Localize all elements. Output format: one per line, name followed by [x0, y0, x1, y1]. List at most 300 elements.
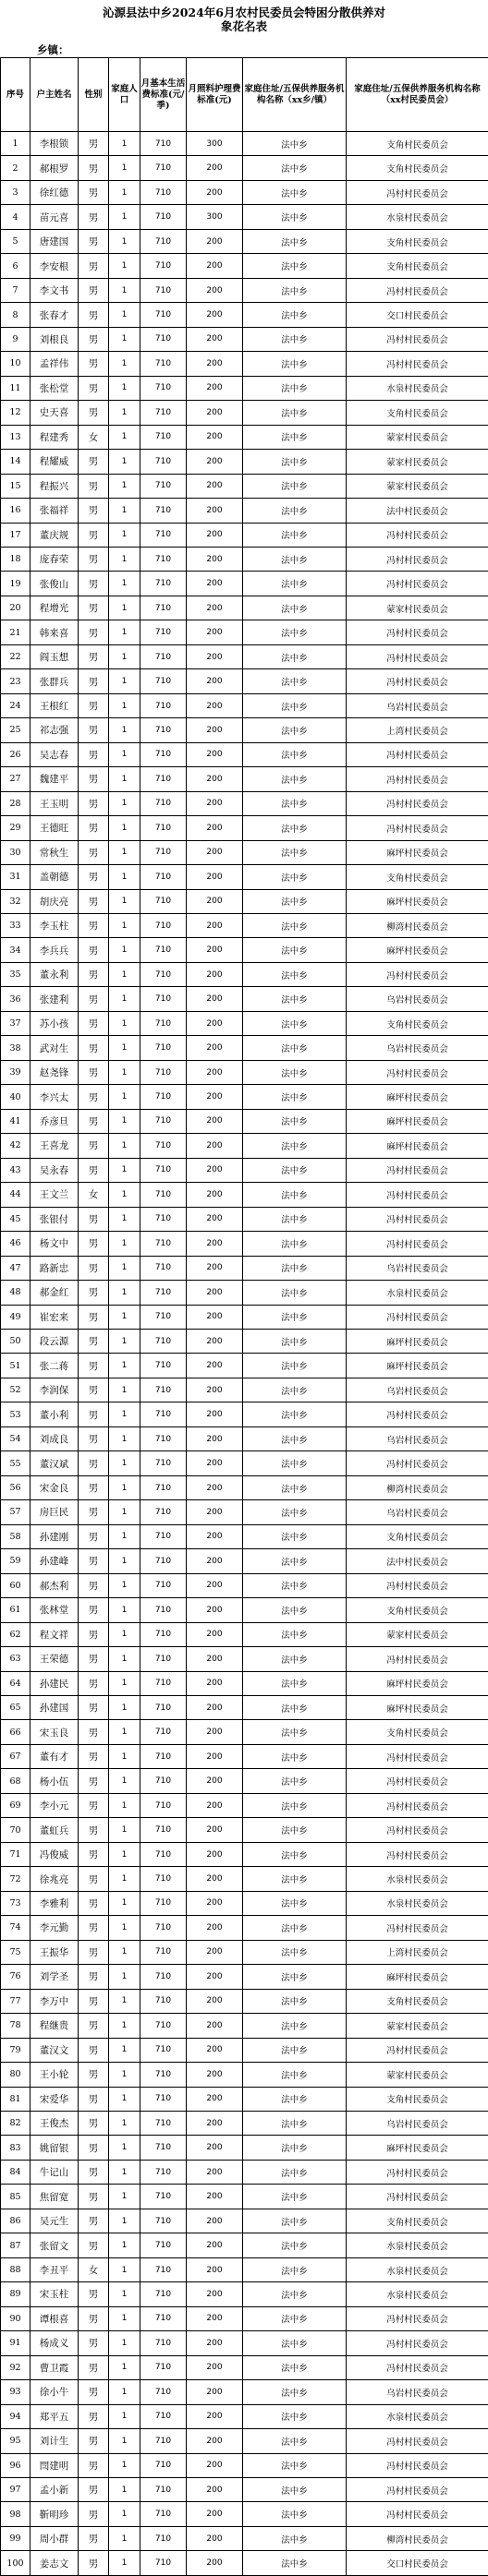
cell-no: 27 — [1, 767, 30, 791]
cell-household: 1 — [109, 644, 140, 668]
cell-no: 46 — [1, 1232, 30, 1256]
cell-gender: 男 — [79, 1109, 109, 1133]
cell-address: 法中乡 — [243, 327, 347, 351]
cell-name: 张留文 — [30, 2233, 79, 2257]
cell-org: 冯村村民委员会 — [347, 620, 488, 644]
cell-subsidy: 710 — [140, 865, 187, 889]
table-row — [1, 2282, 488, 2306]
cell-org: 冯村村民委员会 — [347, 1207, 488, 1231]
cell-org: 冯村村民委员会 — [347, 523, 488, 547]
cell-no: 50 — [1, 1329, 30, 1353]
table-row — [1, 791, 488, 815]
cell-name: 李丑平 — [30, 2257, 79, 2281]
cell-subsidy: 710 — [140, 2136, 187, 2160]
cell-org: 柳湾村民委员会 — [347, 1475, 488, 1499]
cell-household: 1 — [109, 2502, 140, 2526]
cell-household: 1 — [109, 767, 140, 791]
cell-household: 1 — [109, 450, 140, 474]
cell-address: 法中乡 — [243, 620, 347, 644]
cell-gender: 男 — [79, 1329, 109, 1353]
cell-name: 庞春荣 — [30, 547, 79, 571]
cell-household: 1 — [109, 2063, 140, 2087]
cell-org: 支角村民委员会 — [347, 1720, 488, 1744]
cell-org: 支角村民委员会 — [347, 229, 488, 253]
cell-no: 86 — [1, 2209, 30, 2233]
cell-gender: 男 — [79, 644, 109, 668]
cell-no: 60 — [1, 1573, 30, 1597]
cell-subsidy: 710 — [140, 1916, 187, 1940]
cell-no: 53 — [1, 1402, 30, 1426]
cell-household: 1 — [109, 523, 140, 547]
cell-address: 法中乡 — [243, 596, 347, 620]
cell-no: 35 — [1, 962, 30, 986]
table-row — [1, 1060, 488, 1084]
table-row — [1, 1158, 488, 1182]
cell-gender: 男 — [79, 962, 109, 986]
header-row — [1, 58, 488, 132]
cell-household: 1 — [109, 1671, 140, 1695]
cell-no: 49 — [1, 1305, 30, 1329]
cell-address: 法中乡 — [243, 2355, 347, 2379]
cell-address: 法中乡 — [243, 1281, 347, 1305]
cell-address: 法中乡 — [243, 1940, 347, 1964]
table-row — [1, 767, 488, 791]
cell-address: 法中乡 — [243, 205, 347, 229]
cell-subsidy: 710 — [140, 620, 187, 644]
cell-name: 王根红 — [30, 693, 79, 717]
cell-name: 郝杰利 — [30, 1573, 79, 1597]
cell-gender: 男 — [79, 2331, 109, 2355]
cell-household: 1 — [109, 693, 140, 717]
cell-address: 法中乡 — [243, 2404, 347, 2428]
cell-name: 谭根喜 — [30, 2306, 79, 2330]
cell-no: 9 — [1, 327, 30, 351]
cell-household: 1 — [109, 156, 140, 180]
cell-care: 200 — [187, 1647, 243, 1671]
cell-name: 王小轮 — [30, 2063, 79, 2087]
cell-name: 魏建平 — [30, 767, 79, 791]
cell-gender: 男 — [79, 1989, 109, 2013]
cell-subsidy: 710 — [140, 1232, 187, 1256]
cell-household: 1 — [109, 2233, 140, 2257]
table-row — [1, 1744, 488, 1768]
cell-care: 200 — [187, 791, 243, 815]
cell-household: 1 — [109, 1134, 140, 1158]
cell-subsidy: 710 — [140, 1842, 187, 1866]
cell-care: 200 — [187, 1256, 243, 1280]
cell-name: 郑平五 — [30, 2404, 79, 2428]
cell-address: 法中乡 — [243, 1500, 347, 1524]
cell-address: 法中乡 — [243, 2209, 347, 2233]
cell-org: 冯村村民委员会 — [347, 2355, 488, 2379]
cell-subsidy: 710 — [140, 1036, 187, 1060]
cell-subsidy: 710 — [140, 352, 187, 376]
cell-care: 200 — [187, 2209, 243, 2233]
cell-care: 200 — [187, 2038, 243, 2062]
cell-gender: 男 — [79, 1036, 109, 1060]
cell-address: 法中乡 — [243, 816, 347, 840]
cell-gender: 男 — [79, 2233, 109, 2257]
cell-address: 法中乡 — [243, 2380, 347, 2404]
cell-name: 徐小牛 — [30, 2380, 79, 2404]
cell-gender: 男 — [79, 2453, 109, 2477]
cell-no: 98 — [1, 2502, 30, 2526]
table-row — [1, 156, 488, 180]
cell-gender: 男 — [79, 767, 109, 791]
cell-gender: 男 — [79, 1524, 109, 1548]
cell-household: 1 — [109, 425, 140, 449]
cell-gender: 男 — [79, 865, 109, 889]
cell-gender: 男 — [79, 1011, 109, 1035]
cell-gender: 女 — [79, 425, 109, 449]
cell-org: 麻坪村民委员会 — [347, 1329, 488, 1353]
table-row — [1, 718, 488, 742]
cell-address: 法中乡 — [243, 914, 347, 938]
cell-org: 乌岩村民委员会 — [347, 1378, 488, 1402]
cell-care: 200 — [187, 718, 243, 742]
cell-household: 1 — [109, 1475, 140, 1499]
cell-no: 22 — [1, 644, 30, 668]
cell-no: 80 — [1, 2063, 30, 2087]
cell-care: 200 — [187, 1598, 243, 1622]
cell-no: 97 — [1, 2478, 30, 2502]
cell-org: 冯村村民委员会 — [347, 1793, 488, 1817]
cell-household: 1 — [109, 1281, 140, 1305]
cell-org: 水泉村民委员会 — [347, 205, 488, 229]
cell-household: 1 — [109, 987, 140, 1011]
cell-name: 李文书 — [30, 278, 79, 302]
cell-name: 牛记山 — [30, 2160, 79, 2184]
cell-org: 蒙家村民委员会 — [347, 596, 488, 620]
cell-care: 200 — [187, 180, 243, 204]
table-row — [1, 180, 488, 204]
cell-household: 1 — [109, 547, 140, 571]
cell-no: 43 — [1, 1158, 30, 1182]
cell-care: 200 — [187, 2355, 243, 2379]
cell-no: 71 — [1, 1842, 30, 1866]
table-row — [1, 1109, 488, 1133]
cell-subsidy: 710 — [140, 132, 187, 156]
cell-gender: 男 — [79, 1769, 109, 1793]
cell-household: 1 — [109, 2355, 140, 2379]
cell-no: 67 — [1, 1744, 30, 1768]
table-row — [1, 2478, 488, 2502]
cell-no: 40 — [1, 1085, 30, 1109]
cell-household: 1 — [109, 1793, 140, 1817]
cell-gender: 男 — [79, 303, 109, 327]
cell-no: 93 — [1, 2380, 30, 2404]
table-row — [1, 2160, 488, 2184]
cell-no: 37 — [1, 1011, 30, 1035]
table-row — [1, 596, 488, 620]
table-row — [1, 816, 488, 840]
cell-care: 200 — [187, 1916, 243, 1940]
cell-subsidy: 710 — [140, 1109, 187, 1133]
cell-no: 45 — [1, 1207, 30, 1231]
cell-care: 200 — [187, 2160, 243, 2184]
cell-org: 冯村村民委员会 — [347, 767, 488, 791]
cell-subsidy: 710 — [140, 1818, 187, 1842]
cell-org: 乌岩村民委员会 — [347, 987, 488, 1011]
cell-household: 1 — [109, 1769, 140, 1793]
table-row — [1, 2551, 488, 2575]
cell-household: 1 — [109, 1989, 140, 2013]
cell-name: 王玉明 — [30, 791, 79, 815]
cell-gender: 男 — [79, 1451, 109, 1475]
cell-name: 房巨民 — [30, 1500, 79, 1524]
cell-address: 法中乡 — [243, 2063, 347, 2087]
cell-name: 吴永春 — [30, 1158, 79, 1182]
cell-address: 法中乡 — [243, 1622, 347, 1646]
cell-org: 水泉村民委员会 — [347, 2257, 488, 2281]
cell-household: 1 — [109, 254, 140, 278]
cell-org: 冯村村民委员会 — [347, 1451, 488, 1475]
cell-name: 孙建峰 — [30, 1549, 79, 1573]
cell-subsidy: 710 — [140, 376, 187, 400]
cell-household: 1 — [109, 2429, 140, 2453]
cell-no: 90 — [1, 2306, 30, 2330]
cell-org: 冯村村民委员会 — [347, 1744, 488, 1768]
cell-org: 冯村村民委员会 — [347, 1818, 488, 1842]
cell-household: 1 — [109, 2257, 140, 2281]
cell-household: 1 — [109, 2306, 140, 2330]
cell-care: 200 — [187, 742, 243, 766]
cell-org: 交口村民委员会 — [347, 303, 488, 327]
cell-no: 12 — [1, 401, 30, 425]
cell-subsidy: 710 — [140, 1475, 187, 1499]
title-line-2: 象花名表 — [0, 19, 488, 33]
cell-household: 1 — [109, 2526, 140, 2550]
cell-household: 1 — [109, 1818, 140, 1842]
cell-address: 法中乡 — [243, 2282, 347, 2306]
cell-no: 75 — [1, 1940, 30, 1964]
cell-household: 1 — [109, 1207, 140, 1231]
cell-gender: 男 — [79, 1549, 109, 1573]
cell-household: 1 — [109, 1622, 140, 1646]
cell-org: 麻坪村民委员会 — [347, 889, 488, 913]
cell-no: 63 — [1, 1647, 30, 1671]
cell-care: 200 — [187, 2282, 243, 2306]
cell-no: 82 — [1, 2111, 30, 2135]
table-row — [1, 1134, 488, 1158]
table-row — [1, 1696, 488, 1720]
cell-no: 17 — [1, 523, 30, 547]
cell-org: 蒙家村民委员会 — [347, 2063, 488, 2087]
table-row — [1, 2209, 488, 2233]
cell-name: 韩来喜 — [30, 620, 79, 644]
cell-org: 麻坪村民委员会 — [347, 1354, 488, 1378]
cell-no: 47 — [1, 1256, 30, 1280]
cell-name: 吴志春 — [30, 742, 79, 766]
cell-household: 1 — [109, 2380, 140, 2404]
cell-name: 苗元喜 — [30, 205, 79, 229]
cell-org: 冯村村民委员会 — [347, 2306, 488, 2330]
cell-subsidy: 710 — [140, 1769, 187, 1793]
cell-care: 200 — [187, 938, 243, 962]
cell-care: 200 — [187, 840, 243, 864]
cell-care: 200 — [187, 499, 243, 523]
cell-household: 1 — [109, 376, 140, 400]
cell-subsidy: 710 — [140, 1378, 187, 1402]
cell-no: 13 — [1, 425, 30, 449]
cell-name: 郝金红 — [30, 1281, 79, 1305]
cell-subsidy: 710 — [140, 572, 187, 596]
cell-care: 200 — [187, 2551, 243, 2575]
cell-address: 法中乡 — [243, 1573, 347, 1597]
cell-address: 法中乡 — [243, 2478, 347, 2502]
table-row — [1, 132, 488, 156]
cell-subsidy: 710 — [140, 2526, 187, 2550]
cell-gender: 男 — [79, 205, 109, 229]
cell-org: 水泉村民委员会 — [347, 1281, 488, 1305]
cell-org: 支角村民委员会 — [347, 156, 488, 180]
cell-org: 蒙家村民委员会 — [347, 474, 488, 498]
cell-name: 张银付 — [30, 1207, 79, 1231]
cell-name: 程增光 — [30, 596, 79, 620]
cell-care: 200 — [187, 644, 243, 668]
cell-subsidy: 710 — [140, 693, 187, 717]
cell-no: 18 — [1, 547, 30, 571]
cell-name: 宋金良 — [30, 1475, 79, 1499]
cell-name: 王振华 — [30, 1940, 79, 1964]
cell-household: 1 — [109, 1060, 140, 1084]
cell-org: 水泉村民委员会 — [347, 376, 488, 400]
cell-care: 200 — [187, 669, 243, 693]
cell-no: 99 — [1, 2526, 30, 2550]
cell-address: 法中乡 — [243, 2526, 347, 2550]
cell-address: 法中乡 — [243, 644, 347, 668]
cell-household: 1 — [109, 620, 140, 644]
cell-name: 李润保 — [30, 1378, 79, 1402]
cell-household: 1 — [109, 1500, 140, 1524]
cell-address: 法中乡 — [243, 1989, 347, 2013]
table-row — [1, 669, 488, 693]
cell-care: 200 — [187, 1818, 243, 1842]
cell-name: 乔彦旦 — [30, 1109, 79, 1133]
cell-org: 柳湾村民委员会 — [347, 2526, 488, 2550]
table-row — [1, 1036, 488, 1060]
cell-subsidy: 710 — [140, 1402, 187, 1426]
cell-gender: 男 — [79, 2429, 109, 2453]
cell-no: 89 — [1, 2282, 30, 2306]
cell-care: 200 — [187, 2429, 243, 2453]
table-row — [1, 1622, 488, 1646]
cell-address: 法中乡 — [243, 352, 347, 376]
cell-gender: 男 — [79, 1378, 109, 1402]
cell-no: 14 — [1, 450, 30, 474]
cell-household: 1 — [109, 1842, 140, 1866]
cell-org: 麻坪村民委员会 — [347, 2136, 488, 2160]
cell-subsidy: 710 — [140, 791, 187, 815]
cell-no: 33 — [1, 914, 30, 938]
table-row — [1, 1451, 488, 1475]
cell-name: 刘计生 — [30, 2429, 79, 2453]
cell-subsidy: 710 — [140, 1573, 187, 1597]
cell-care: 200 — [187, 1085, 243, 1109]
cell-address: 法中乡 — [243, 1134, 347, 1158]
cell-subsidy: 710 — [140, 914, 187, 938]
cell-household: 1 — [109, 1965, 140, 1989]
cell-care: 200 — [187, 1329, 243, 1353]
cell-gender: 男 — [79, 1134, 109, 1158]
table-row — [1, 865, 488, 889]
cell-subsidy: 710 — [140, 303, 187, 327]
cell-no: 30 — [1, 840, 30, 864]
cell-gender: 男 — [79, 2185, 109, 2209]
cell-address: 法中乡 — [243, 2453, 347, 2477]
cell-name: 祁志强 — [30, 718, 79, 742]
cell-address: 法中乡 — [243, 1891, 347, 1915]
cell-household: 1 — [109, 2453, 140, 2477]
cell-name: 董永利 — [30, 962, 79, 986]
cell-address: 法中乡 — [243, 572, 347, 596]
cell-household: 1 — [109, 2038, 140, 2062]
cell-gender: 男 — [79, 180, 109, 204]
cell-name: 武对生 — [30, 1036, 79, 1060]
cell-org: 支角村民委员会 — [347, 2209, 488, 2233]
cell-household: 1 — [109, 791, 140, 815]
table-row — [1, 254, 488, 278]
cell-gender: 男 — [79, 1475, 109, 1499]
table-row — [1, 742, 488, 766]
cell-gender: 男 — [79, 2355, 109, 2379]
cell-care: 200 — [187, 278, 243, 302]
cell-name: 董汉斌 — [30, 1451, 79, 1475]
cell-address: 法中乡 — [243, 1916, 347, 1940]
cell-org: 乌岩村民委员会 — [347, 1500, 488, 1524]
cell-household: 1 — [109, 572, 140, 596]
cell-care: 200 — [187, 2185, 243, 2209]
cell-name: 段云源 — [30, 1329, 79, 1353]
cell-care: 200 — [187, 1671, 243, 1695]
cell-name: 刘学圣 — [30, 1965, 79, 1989]
table-row — [1, 1965, 488, 1989]
cell-address: 法中乡 — [243, 1085, 347, 1109]
table-row — [1, 205, 488, 229]
cell-address: 法中乡 — [243, 2087, 347, 2111]
table-row — [1, 523, 488, 547]
cell-org: 冯村村民委员会 — [347, 278, 488, 302]
cell-name: 崔宏来 — [30, 1305, 79, 1329]
cell-org: 冯村村民委员会 — [347, 352, 488, 376]
cell-org: 支角村民委员会 — [347, 1989, 488, 2013]
cell-gender: 男 — [79, 1671, 109, 1695]
roster-table — [0, 57, 488, 2576]
cell-household: 1 — [109, 1720, 140, 1744]
cell-no: 64 — [1, 1671, 30, 1695]
cell-care: 200 — [187, 450, 243, 474]
cell-org: 冯村村民委员会 — [347, 2478, 488, 2502]
table-row — [1, 1281, 488, 1305]
cell-subsidy: 710 — [140, 1281, 187, 1305]
cell-gender: 男 — [79, 1622, 109, 1646]
cell-org: 蒙家村民委员会 — [347, 1622, 488, 1646]
cell-gender: 男 — [79, 132, 109, 156]
cell-care: 200 — [187, 1305, 243, 1329]
cell-household: 1 — [109, 914, 140, 938]
cell-subsidy: 710 — [140, 1158, 187, 1182]
cell-gender: 男 — [79, 2551, 109, 2575]
cell-subsidy: 710 — [140, 1940, 187, 1964]
cell-address: 法中乡 — [243, 2257, 347, 2281]
cell-org: 麻坪村民委员会 — [347, 1134, 488, 1158]
cell-care: 200 — [187, 693, 243, 717]
table-row — [1, 1573, 488, 1597]
cell-household: 1 — [109, 1158, 140, 1182]
cell-no: 26 — [1, 742, 30, 766]
table-row — [1, 572, 488, 596]
cell-org: 支角村民委员会 — [347, 2087, 488, 2111]
